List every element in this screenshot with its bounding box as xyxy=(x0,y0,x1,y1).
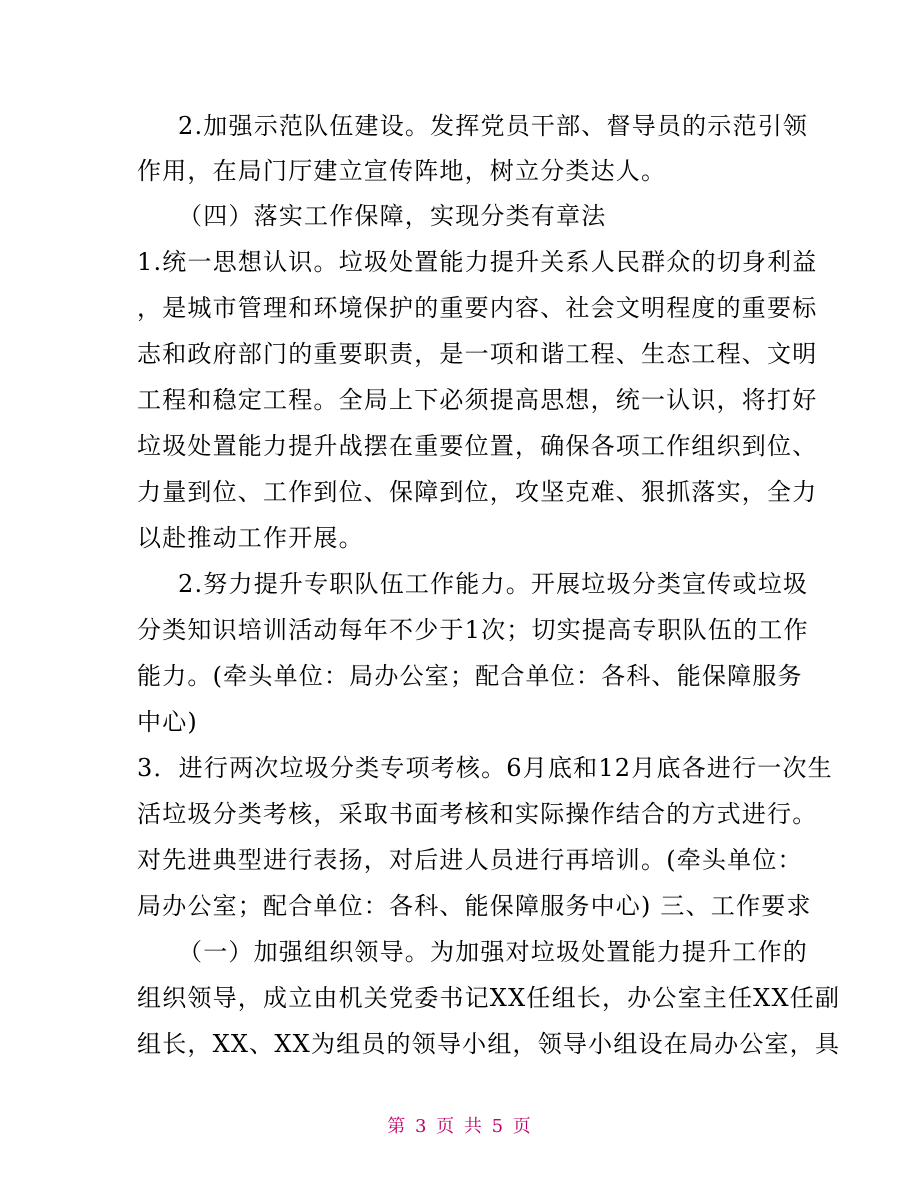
text-line: （一）加强组织领导。为加强对垃圾处置能力提升工作的 xyxy=(178,938,808,966)
text-line: 垃圾处置能力提升战摆在重要位置，确保各项工作组织到位、 xyxy=(137,432,818,460)
text-line: 中心) xyxy=(137,708,198,736)
text-line: 2.加强示范队伍建设。发挥党员干部、督导员的示范引领 xyxy=(178,112,809,140)
text-line: 以赴推动工作开展。 xyxy=(137,524,364,552)
text-line: 2.努力提升专职队伍工作能力。开展垃圾分类宣传或垃圾 xyxy=(178,570,809,598)
text-line: 力量到位、工作到位、保障到位，攻坚克难、狠抓落实，全力 xyxy=(137,478,818,506)
text-line: 对先进典型进行表扬，对后进人员进行再培训。(牵头单位： xyxy=(137,846,803,874)
text-line: 工程和稳定工程。全局上下必须提高思想，统一认识，将打好 xyxy=(137,386,818,414)
text-line: 活垃圾分类考核，采取书面考核和实际操作结合的方式进行。 xyxy=(137,800,818,828)
text-line: 组织领导，成立由机关党委书记XX任组长，办公室主任XX任副 xyxy=(137,984,841,1012)
text-line: 分类知识培训活动每年不少于1次；切实提高专职队伍的工作 xyxy=(137,616,809,644)
text-line: 3．进行两次垃圾分类专项考核。6月底和12月底各进行一次生 xyxy=(137,754,833,782)
text-line: 1.统一思想认识。垃圾处置能力提升关系人民群众的切身利益 xyxy=(137,248,818,276)
text-line: ，是城市管理和环境保护的重要内容、社会文明程度的重要标 xyxy=(137,294,818,322)
text-line: 组长，XX、XX为组员的领导小组，领导小组设在局办公室，具 xyxy=(137,1030,841,1058)
text-line: 局办公室；配合单位：各科、能保障服务中心) 三、工作要求 xyxy=(137,892,812,920)
text-line: 志和政府部门的重要职责，是一项和谐工程、生态工程、文明 xyxy=(137,340,818,368)
section-heading: （四）落实工作保障，实现分类有章法 xyxy=(178,202,607,230)
text-line: 作用，在局门厅建立宣传阵地，树立分类达人。 xyxy=(137,157,667,185)
text-line: 能力。(牵头单位：局办公室；配合单位：各科、能保障服务 xyxy=(137,662,803,690)
page-footer: 第 3 页 共 5 页 xyxy=(387,1116,533,1137)
